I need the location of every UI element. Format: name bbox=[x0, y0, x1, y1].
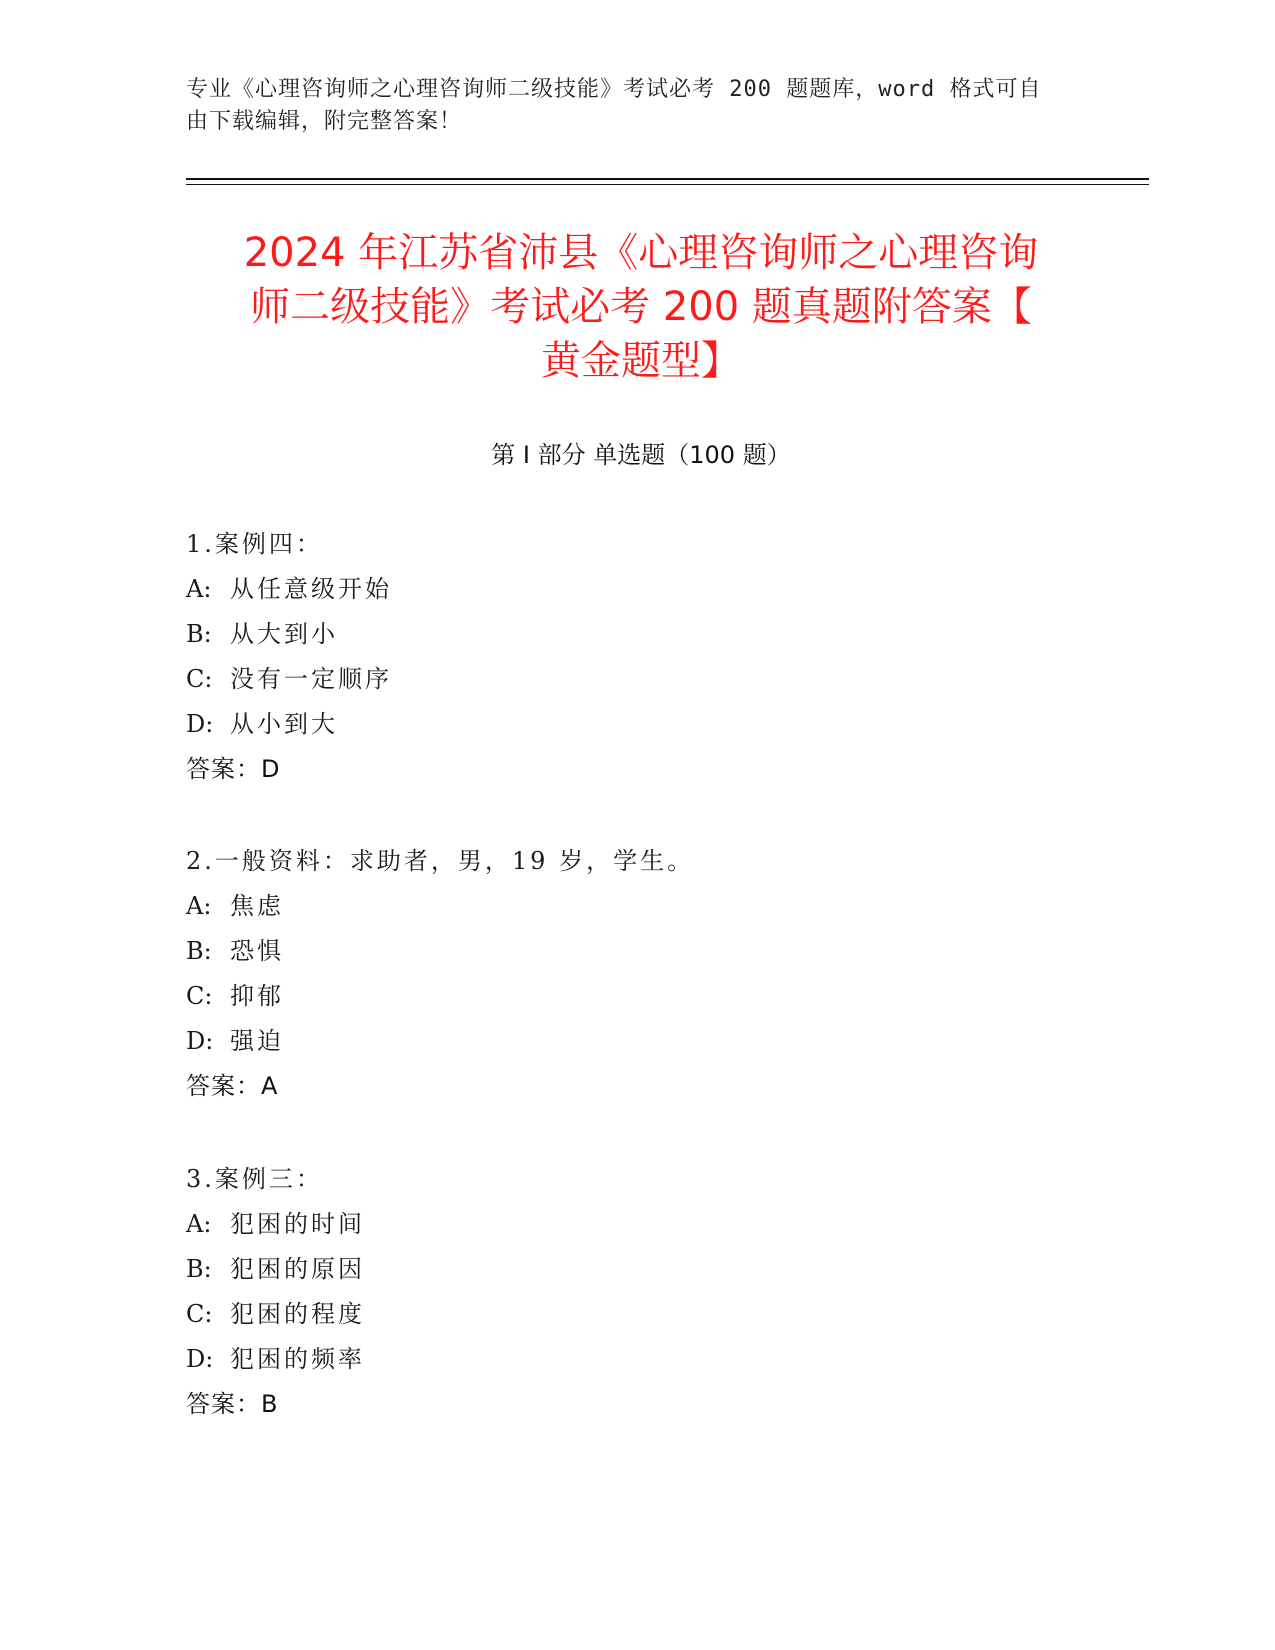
option-d bbox=[186, 1019, 1086, 1064]
option-b bbox=[186, 612, 1086, 657]
option-text: 犯困的程度 bbox=[230, 1300, 365, 1328]
question-1 bbox=[186, 522, 1086, 792]
option-text: 犯困的频率 bbox=[230, 1345, 365, 1373]
option-a bbox=[186, 567, 1086, 612]
answer: 答案：A bbox=[186, 1072, 279, 1100]
title-line-2: 师二级技能》考试必考 200 题真题附答案【 bbox=[250, 284, 1032, 330]
option-letter: A: bbox=[186, 892, 212, 920]
option-text: 犯困的原因 bbox=[230, 1255, 365, 1283]
question-stem: 3.案例三： bbox=[186, 1165, 323, 1193]
option-letter: C: bbox=[186, 1300, 213, 1328]
option-text: 焦虑 bbox=[230, 892, 284, 920]
option-letter: A: bbox=[186, 575, 212, 603]
question-2 bbox=[186, 839, 1086, 1109]
option-letter: B: bbox=[186, 1255, 212, 1283]
answer: 答案：B bbox=[186, 1390, 279, 1418]
option-a bbox=[186, 884, 1086, 929]
option-letter: D: bbox=[186, 710, 214, 738]
option-letter: A: bbox=[186, 1210, 212, 1238]
option-letter: D: bbox=[186, 1345, 214, 1373]
option-letter: D: bbox=[186, 1027, 214, 1055]
option-b bbox=[186, 929, 1086, 974]
document-title bbox=[186, 226, 1096, 388]
title-line-3: 黄金题型】 bbox=[541, 338, 741, 384]
option-letter: B: bbox=[186, 620, 212, 648]
option-c bbox=[186, 974, 1086, 1019]
option-d bbox=[186, 702, 1086, 747]
header-note-line-2: 由下载编辑，附完整答案！ bbox=[186, 109, 463, 134]
answer: 答案：D bbox=[186, 755, 281, 783]
option-letter: C: bbox=[186, 665, 213, 693]
header-note-line-1: 专业《心理咨询师之心理咨询师二级技能》考试必考 200 题题库，word 格式可自 bbox=[186, 77, 1042, 102]
option-text: 从任意级开始 bbox=[230, 575, 392, 603]
option-c bbox=[186, 1292, 1086, 1337]
option-text: 犯困的时间 bbox=[230, 1210, 365, 1238]
option-text: 抑郁 bbox=[230, 982, 284, 1010]
option-letter: C: bbox=[186, 982, 213, 1010]
option-letter: B: bbox=[186, 937, 212, 965]
header-note bbox=[186, 74, 1086, 138]
title-line-1: 2024 年江苏省沛县《心理咨询师之心理咨询 bbox=[243, 230, 1039, 276]
option-text: 从小到大 bbox=[230, 710, 338, 738]
option-b bbox=[186, 1247, 1086, 1292]
header-divider-thick bbox=[186, 178, 1149, 180]
option-text: 从大到小 bbox=[230, 620, 338, 648]
option-c bbox=[186, 657, 1086, 702]
option-text: 恐惧 bbox=[230, 937, 284, 965]
question-stem: 1.案例四： bbox=[186, 530, 323, 558]
section-title: 第 I 部分 单选题（100 题） bbox=[491, 441, 791, 469]
option-d bbox=[186, 1337, 1086, 1382]
option-text: 没有一定顺序 bbox=[230, 665, 392, 693]
header-divider-thin bbox=[186, 184, 1149, 185]
question-stem: 2.一般资料：求助者，男，19 岁，学生。 bbox=[186, 847, 695, 875]
question-3 bbox=[186, 1157, 1086, 1427]
option-a bbox=[186, 1202, 1086, 1247]
option-text: 强迫 bbox=[230, 1027, 284, 1055]
